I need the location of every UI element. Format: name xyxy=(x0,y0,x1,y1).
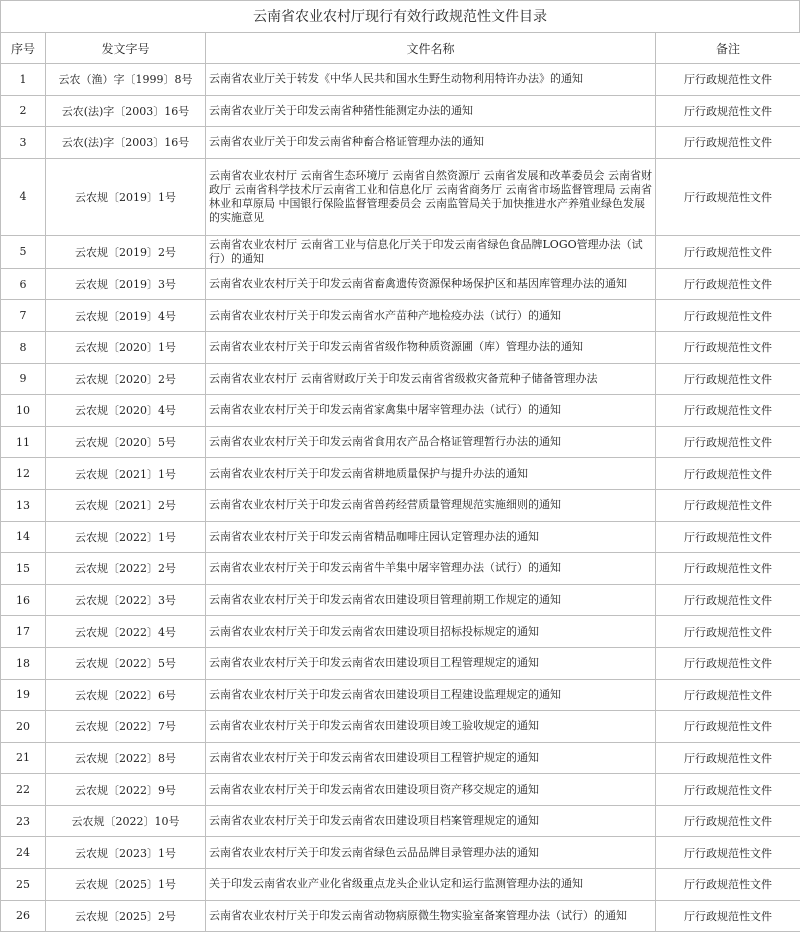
row-file-name: 云南省农业农村厅关于印发云南省农田建设项目招标投标规定的通知 xyxy=(206,616,656,648)
row-note: 厅行政规范性文件 xyxy=(656,64,800,96)
row-note: 厅行政规范性文件 xyxy=(656,426,800,458)
table-row xyxy=(1,805,800,837)
row-doc-number: 云农规〔2022〕9号 xyxy=(46,774,206,806)
row-file-name: 云南省农业厅关于印发云南省种猪性能测定办法的通知 xyxy=(206,95,656,127)
table-row xyxy=(1,837,800,869)
row-file-name: 云南省农业农村厅关于印发云南省水产苗种产地检疫办法（试行）的通知 xyxy=(206,300,656,332)
row-number: 8 xyxy=(1,331,46,363)
row-number: 22 xyxy=(1,774,46,806)
row-doc-number: 云农规〔2022〕5号 xyxy=(46,647,206,679)
row-note: 厅行政规范性文件 xyxy=(656,363,800,395)
row-note: 厅行政规范性文件 xyxy=(656,489,800,521)
row-number: 1 xyxy=(1,64,46,96)
row-doc-number: 云农规〔2022〕1号 xyxy=(46,521,206,553)
row-note: 厅行政规范性文件 xyxy=(656,331,800,363)
row-doc-number: 云农规〔2022〕4号 xyxy=(46,616,206,648)
row-file-name: 云南省农业农村厅关于印发云南省动物病原微生物实验室备案管理办法（试行）的通知 xyxy=(206,900,656,932)
table-row xyxy=(1,235,800,268)
row-number: 19 xyxy=(1,679,46,711)
row-number: 10 xyxy=(1,395,46,427)
page-title: 云南省农业农村厅现行有效行政规范性文件目录 xyxy=(0,0,800,32)
row-number: 2 xyxy=(1,95,46,127)
row-note: 厅行政规范性文件 xyxy=(656,647,800,679)
row-file-name: 云南省农业农村厅关于印发云南省农田建设项目档案管理规定的通知 xyxy=(206,805,656,837)
row-number: 26 xyxy=(1,900,46,932)
row-file-name: 云南省农业农村厅关于印发云南省耕地质量保护与提升办法的通知 xyxy=(206,458,656,490)
row-doc-number: 云农规〔2022〕6号 xyxy=(46,679,206,711)
row-number: 7 xyxy=(1,300,46,332)
row-number: 23 xyxy=(1,805,46,837)
row-note: 厅行政规范性文件 xyxy=(656,95,800,127)
row-note: 厅行政规范性文件 xyxy=(656,679,800,711)
table-row xyxy=(1,64,800,96)
row-file-name: 云南省农业农村厅关于印发云南省农田建设项目资产移交规定的通知 xyxy=(206,774,656,806)
row-file-name: 云南省农业农村厅关于印发云南省绿色云品品牌目录管理办法的通知 xyxy=(206,837,656,869)
row-file-name: 云南省农业农村厅关于印发云南省农田建设项目工程管理规定的通知 xyxy=(206,647,656,679)
row-doc-number: 云农规〔2020〕1号 xyxy=(46,331,206,363)
row-file-name: 关于印发云南省农业产业化省级重点龙头企业认定和运行监测管理办法的通知 xyxy=(206,869,656,901)
row-doc-number: 云农规〔2019〕3号 xyxy=(46,268,206,300)
table-row xyxy=(1,395,800,427)
row-number: 11 xyxy=(1,426,46,458)
row-note: 厅行政规范性文件 xyxy=(656,711,800,743)
row-note: 厅行政规范性文件 xyxy=(656,742,800,774)
row-file-name: 云南省农业农村厅关于印发云南省省级作物种质资源圃（库）管理办法的通知 xyxy=(206,331,656,363)
row-doc-number: 云农规〔2020〕4号 xyxy=(46,395,206,427)
table-row xyxy=(1,127,800,159)
table-row xyxy=(1,616,800,648)
header-no: 序号 xyxy=(1,33,46,64)
table-row xyxy=(1,268,800,300)
row-number: 4 xyxy=(1,158,46,235)
table-row xyxy=(1,900,800,932)
row-file-name: 云南省农业农村厅关于印发云南省农田建设项目竣工验收规定的通知 xyxy=(206,711,656,743)
row-note: 厅行政规范性文件 xyxy=(656,869,800,901)
table-row xyxy=(1,711,800,743)
row-number: 16 xyxy=(1,584,46,616)
row-file-name: 云南省农业农村厅关于印发云南省兽药经营质量管理规范实施细则的通知 xyxy=(206,489,656,521)
row-note: 厅行政规范性文件 xyxy=(656,553,800,585)
row-doc-number: 云农规〔2020〕2号 xyxy=(46,363,206,395)
table-row xyxy=(1,363,800,395)
table-row xyxy=(1,679,800,711)
row-doc-number: 云农规〔2022〕3号 xyxy=(46,584,206,616)
row-number: 12 xyxy=(1,458,46,490)
row-file-name: 云南省农业农村厅关于印发云南省牛羊集中屠宰管理办法（试行）的通知 xyxy=(206,553,656,585)
table-row xyxy=(1,331,800,363)
row-number: 17 xyxy=(1,616,46,648)
row-number: 21 xyxy=(1,742,46,774)
row-number: 9 xyxy=(1,363,46,395)
table-body xyxy=(1,64,800,932)
table-row xyxy=(1,458,800,490)
row-number: 3 xyxy=(1,127,46,159)
row-note: 厅行政规范性文件 xyxy=(656,774,800,806)
row-note: 厅行政规范性文件 xyxy=(656,837,800,869)
table-row xyxy=(1,584,800,616)
row-file-name: 云南省农业农村厅关于印发云南省精品咖啡庄园认定管理办法的通知 xyxy=(206,521,656,553)
row-note: 厅行政规范性文件 xyxy=(656,235,800,268)
row-file-name: 云南省农业农村厅关于印发云南省畜禽遗传资源保种场保护区和基因库管理办法的通知 xyxy=(206,268,656,300)
header-doc-number: 发文字号 xyxy=(46,33,206,64)
row-number: 13 xyxy=(1,489,46,521)
row-number: 18 xyxy=(1,647,46,679)
row-number: 25 xyxy=(1,869,46,901)
table-row xyxy=(1,553,800,585)
row-doc-number: 云农规〔2022〕7号 xyxy=(46,711,206,743)
table-row xyxy=(1,95,800,127)
row-doc-number: 云农规〔2022〕2号 xyxy=(46,553,206,585)
row-doc-number: 云农(法)字〔2003〕16号 xyxy=(46,95,206,127)
table-row xyxy=(1,300,800,332)
regulation-table xyxy=(0,32,800,932)
row-doc-number: 云农规〔2023〕1号 xyxy=(46,837,206,869)
row-file-name: 云南省农业农村厅关于印发云南省食用农产品合格证管理暂行办法的通知 xyxy=(206,426,656,458)
row-file-name: 云南省农业农村厅关于印发云南省农田建设项目工程管护规定的通知 xyxy=(206,742,656,774)
row-note: 厅行政规范性文件 xyxy=(656,584,800,616)
table-row xyxy=(1,647,800,679)
row-doc-number: 云农规〔2019〕4号 xyxy=(46,300,206,332)
row-note: 厅行政规范性文件 xyxy=(656,458,800,490)
row-doc-number: 云农规〔2025〕2号 xyxy=(46,900,206,932)
row-note: 厅行政规范性文件 xyxy=(656,300,800,332)
row-file-name: 云南省农业农村厅关于印发云南省农田建设项目工程建设监理规定的通知 xyxy=(206,679,656,711)
row-doc-number: 云农规〔2022〕10号 xyxy=(46,805,206,837)
row-note: 厅行政规范性文件 xyxy=(656,521,800,553)
row-note: 厅行政规范性文件 xyxy=(656,900,800,932)
row-note: 厅行政规范性文件 xyxy=(656,616,800,648)
table-row xyxy=(1,158,800,235)
row-doc-number: 云农规〔2019〕1号 xyxy=(46,158,206,235)
row-file-name: 云南省农业农村厅 云南省财政厅关于印发云南省省级救灾备荒种子储备管理办法 xyxy=(206,363,656,395)
row-doc-number: 云农规〔2019〕2号 xyxy=(46,235,206,268)
row-note: 厅行政规范性文件 xyxy=(656,268,800,300)
row-number: 14 xyxy=(1,521,46,553)
row-doc-number: 云农规〔2021〕1号 xyxy=(46,458,206,490)
row-doc-number: 云农规〔2021〕2号 xyxy=(46,489,206,521)
table-row xyxy=(1,869,800,901)
row-file-name: 云南省农业厅关于印发云南省种畜合格证管理办法的通知 xyxy=(206,127,656,159)
row-file-name: 云南省农业农村厅关于印发云南省农田建设项目管理前期工作规定的通知 xyxy=(206,584,656,616)
header-note: 备注 xyxy=(656,33,800,64)
row-doc-number: 云农(法)字〔2003〕16号 xyxy=(46,127,206,159)
row-doc-number: 云农（渔）字〔1999〕8号 xyxy=(46,64,206,96)
row-number: 5 xyxy=(1,235,46,268)
row-doc-number: 云农规〔2022〕8号 xyxy=(46,742,206,774)
header-file-name: 文件名称 xyxy=(206,33,656,64)
row-file-name: 云南省农业厅关于转发《中华人民共和国水生野生动物利用特许办法》的通知 xyxy=(206,64,656,96)
row-number: 24 xyxy=(1,837,46,869)
table-row xyxy=(1,489,800,521)
row-file-name: 云南省农业农村厅关于印发云南省家禽集中屠宰管理办法（试行）的通知 xyxy=(206,395,656,427)
row-note: 厅行政规范性文件 xyxy=(656,805,800,837)
row-note: 厅行政规范性文件 xyxy=(656,158,800,235)
row-doc-number: 云农规〔2020〕5号 xyxy=(46,426,206,458)
row-number: 6 xyxy=(1,268,46,300)
row-number: 15 xyxy=(1,553,46,585)
row-note: 厅行政规范性文件 xyxy=(656,127,800,159)
row-number: 20 xyxy=(1,711,46,743)
table-header-row xyxy=(1,33,800,64)
row-note: 厅行政规范性文件 xyxy=(656,395,800,427)
table-row xyxy=(1,774,800,806)
table-row xyxy=(1,426,800,458)
table-row xyxy=(1,521,800,553)
table-row xyxy=(1,742,800,774)
row-file-name: 云南省农业农村厅 云南省生态环境厅 云南省自然资源厅 云南省发展和改革委员会 云南省财政厅 云南省科学技术厅云南省工业和信息化厅 云南省商务厅 云南省市场监督管理局 云南省林业和草原局 中国银行保险监督管理委员会 云南监管局关于加快推进水产养殖业绿色发展的实施意见 xyxy=(206,158,656,235)
row-doc-number: 云农规〔2025〕1号 xyxy=(46,869,206,901)
row-file-name: 云南省农业农村厅 云南省工业与信息化厅关于印发云南省绿色食品牌LOGO管理办法（试行）的通知 xyxy=(206,235,656,268)
